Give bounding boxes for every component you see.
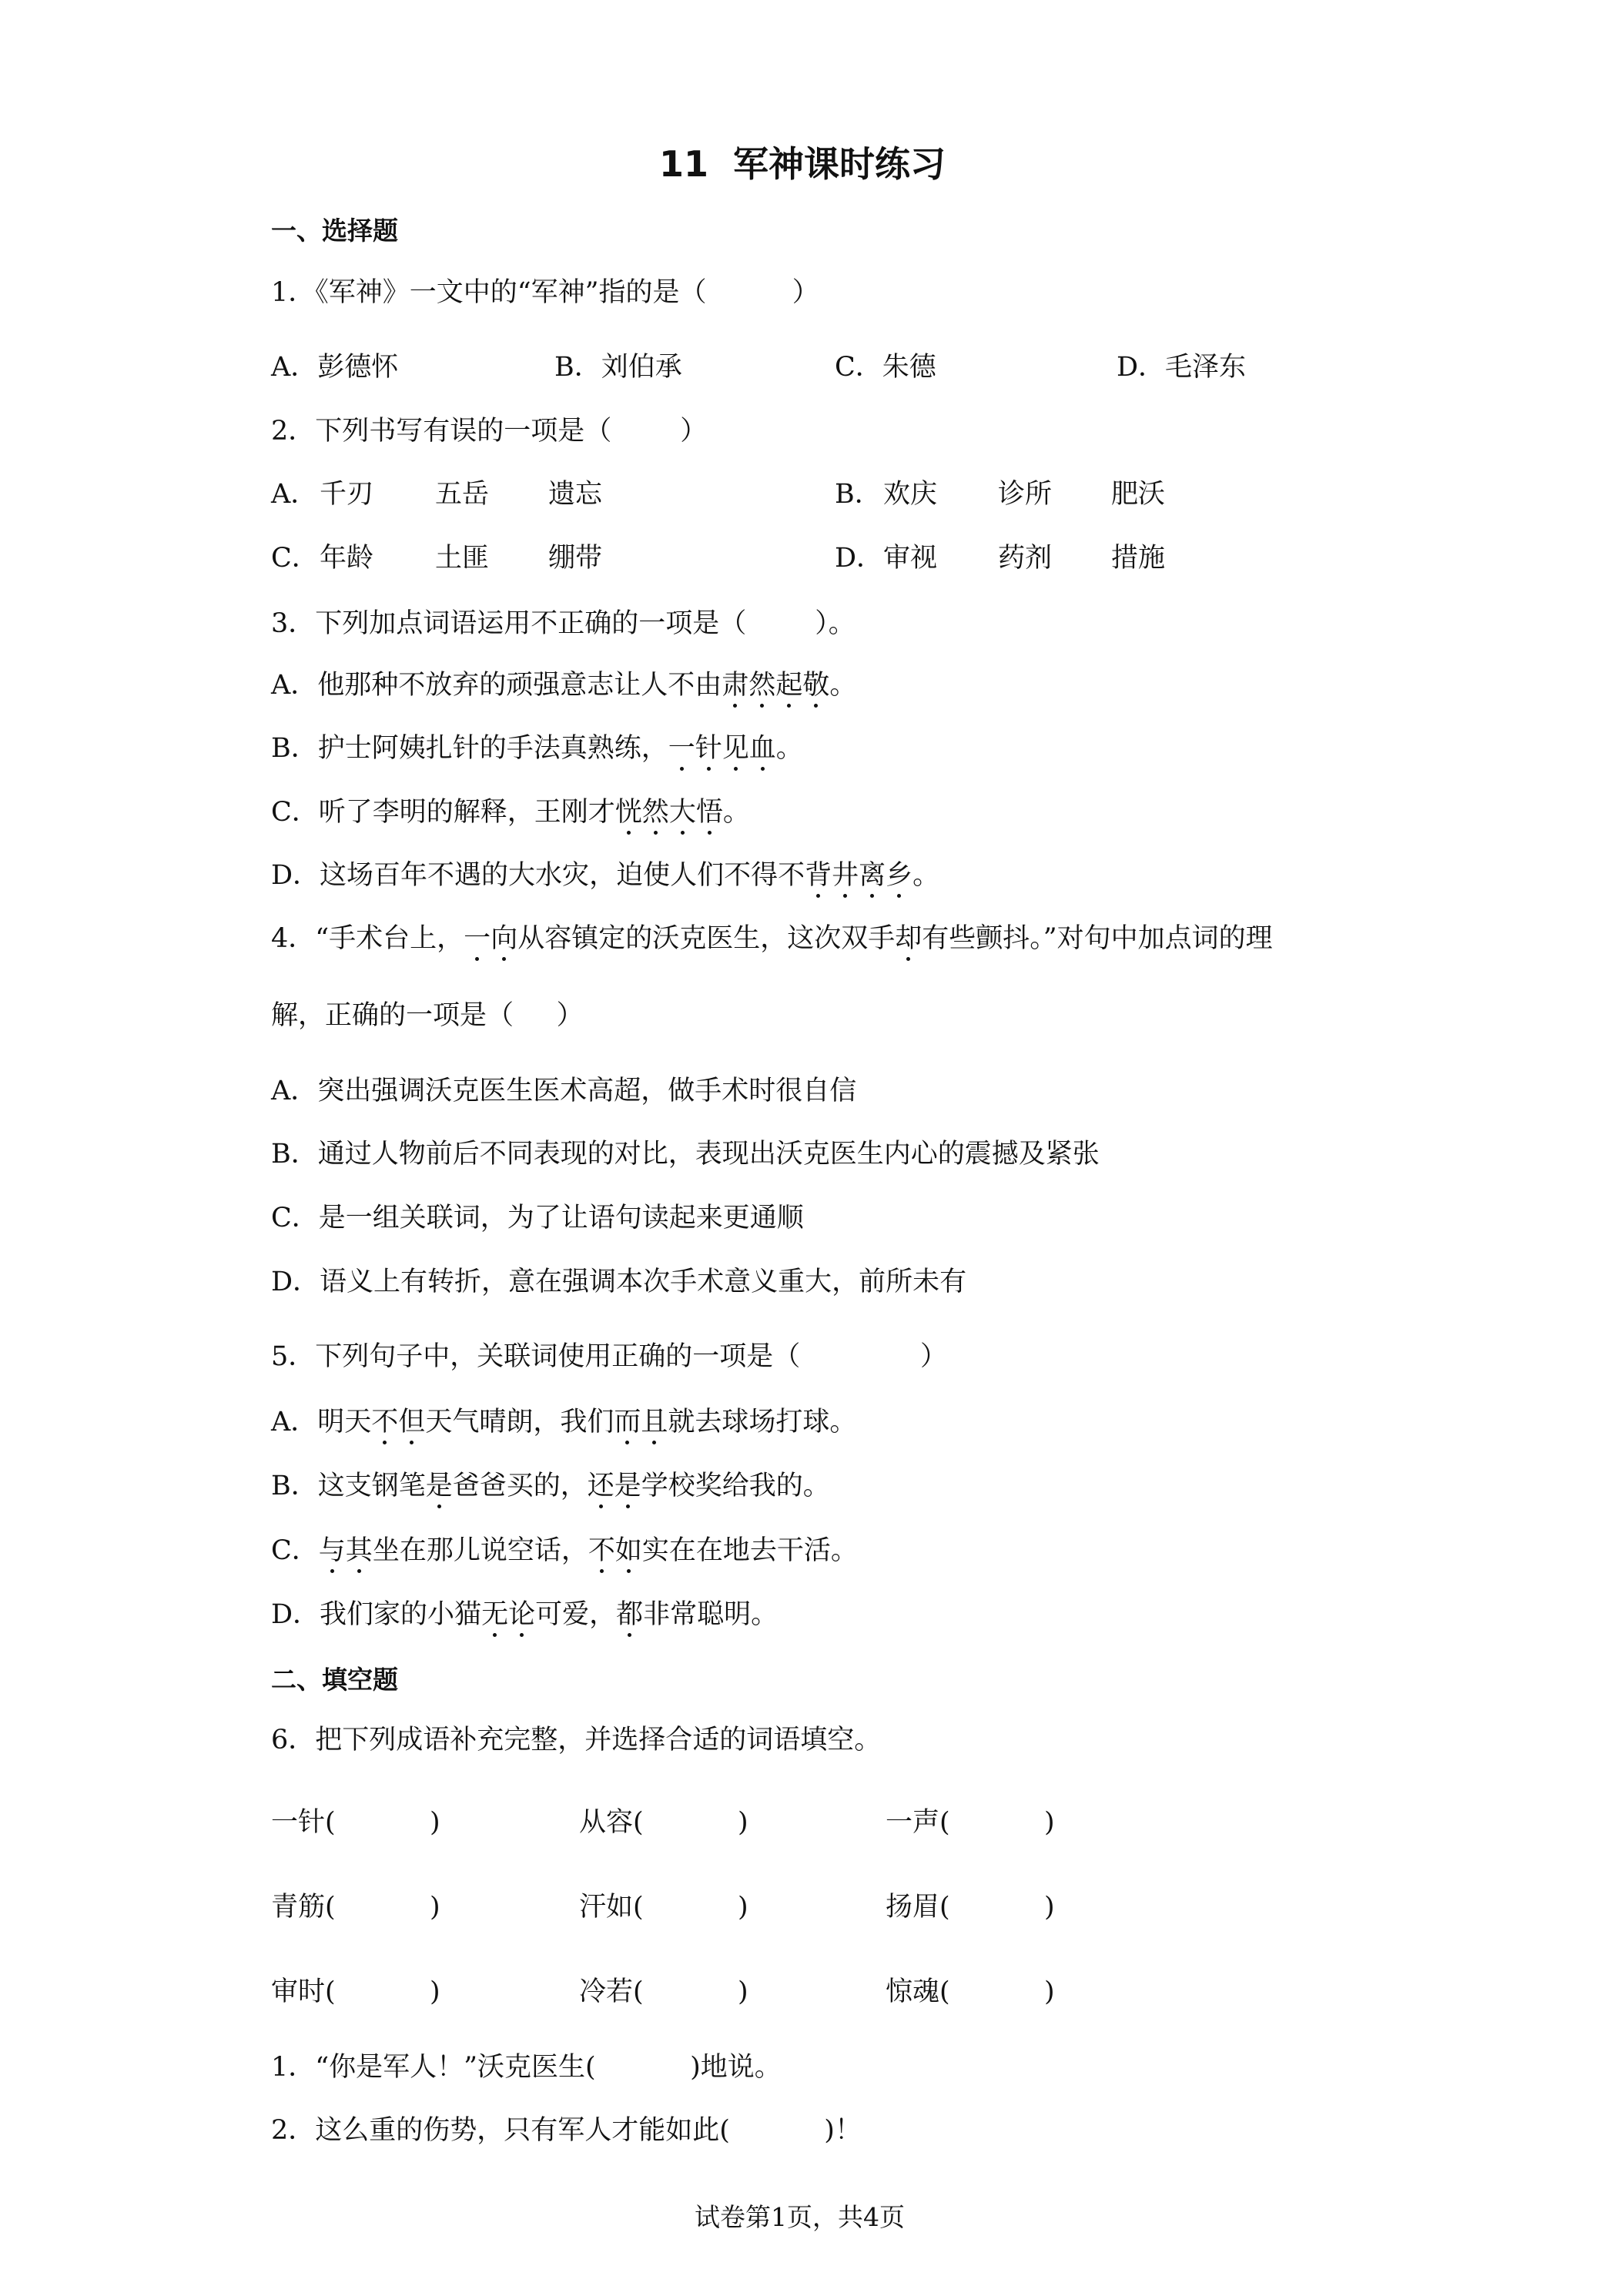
- question-5-option-d: [271, 1598, 778, 1632]
- emphasized-char: 是: [425, 1471, 453, 1501]
- emphasized-char: 乡: [886, 860, 913, 891]
- question-2-option-b-label: B．: [835, 479, 882, 510]
- fill-sentence-2: 2．这么重的伤势，只有军人才能如此( )！: [271, 2115, 862, 2146]
- question-6-stem: 6．把下列成语补充完整，并选择合适的词语填空。: [271, 1725, 882, 1755]
- emphasized-char: 见: [722, 733, 749, 764]
- option-text: 实在在地去干活。: [641, 1535, 858, 1566]
- question-4-option-d: D．语义上有转折，意在强调本次手术意义重大，前所未有: [271, 1267, 967, 1297]
- emphasized-char: 一: [668, 733, 695, 764]
- option-text: A．他那种不放弃的顽强意志让人不由: [271, 670, 722, 701]
- question-5-option-a: [271, 1405, 856, 1439]
- question-4-option-b: B．通过人物前后不同表现的对比，表现出沃克医生内心的震撼及紧张: [271, 1139, 1100, 1170]
- emphasized-char: 不: [588, 1535, 615, 1566]
- option-text: 天气晴朗，我们: [425, 1407, 614, 1438]
- question-4-stem-continued: 解，正确的一项是（ ）: [271, 1000, 584, 1031]
- option-text: B．这支钢笔: [271, 1471, 426, 1501]
- option-text: 可爱，: [535, 1599, 617, 1630]
- idiom-blank: 审时( ): [271, 1976, 440, 2007]
- emphasized-char: 且: [641, 1407, 668, 1438]
- idiom-blank: 冷若( ): [579, 1976, 748, 2007]
- option-text: D．我们家的小猫: [271, 1599, 482, 1630]
- question-5-option-c: [271, 1534, 858, 1568]
- emphasized-char: 无: [481, 1599, 509, 1630]
- question-3-option-c: [271, 795, 750, 829]
- question-2-option-c-word: 年龄: [320, 543, 374, 574]
- question-2-option-b-word: 欢庆: [883, 479, 938, 510]
- question-2-option-d-word: 措施: [1111, 543, 1166, 574]
- page-footer: 试卷第1页，共4页: [695, 2202, 905, 2232]
- question-2-option-a-word: 五岳: [435, 479, 490, 510]
- question-1-option-c: C．朱德: [835, 352, 936, 383]
- emphasized-char: 论: [508, 1599, 536, 1630]
- idiom-blank: 从容( ): [579, 1807, 748, 1838]
- emphasized-char: 与: [318, 1535, 346, 1566]
- option-text: 爸爸买的，: [452, 1471, 588, 1501]
- question-3-option-a: [271, 668, 856, 702]
- emphasized-char: 却: [895, 923, 922, 954]
- question-4-option-c: C．是一组关联词，为了让语句读起来更通顺: [271, 1203, 804, 1233]
- emphasized-char: 一: [464, 923, 491, 954]
- emphasized-char: 悟: [695, 797, 723, 828]
- emphasized-char: 还: [587, 1471, 614, 1501]
- question-1-stem: 1．《军神》一文中的“军神”指的是（ ）: [271, 277, 819, 308]
- idiom-blank: 扬眉( ): [886, 1892, 1055, 1923]
- emphasized-char: 血: [748, 733, 776, 764]
- question-2-option-b-word: 肥沃: [1111, 479, 1166, 510]
- emphasized-char: 而: [614, 1407, 641, 1438]
- question-2-option-a-word: 千刃: [320, 479, 374, 510]
- question-2-option-d-label: D．: [835, 543, 884, 574]
- emphasized-char: 不: [371, 1407, 399, 1438]
- option-text: 就去球场打球。: [668, 1407, 857, 1438]
- idiom-blank: 汗如( ): [579, 1892, 748, 1923]
- idiom-blank: 惊魂( ): [886, 1976, 1055, 2007]
- question-3-option-b: [271, 731, 803, 765]
- emphasized-char: 恍: [614, 797, 642, 828]
- section-heading-choice: 一、选择题: [271, 216, 398, 246]
- section-heading-fill-in: 二、填空题: [271, 1665, 398, 1695]
- option-text: 。: [775, 733, 803, 764]
- emphasized-char: 向: [491, 923, 518, 954]
- option-text: A．明天: [271, 1407, 372, 1438]
- idiom-blank: 青筋( ): [271, 1892, 440, 1923]
- option-text: 非常聪明。: [643, 1599, 779, 1630]
- stem-text: 从容镇定的沃克医生，这次双手: [517, 923, 896, 954]
- emphasized-char: 针: [695, 733, 722, 764]
- emphasized-char: 敬: [802, 670, 830, 701]
- question-4-option-a: A．突出强调沃克医生医术高超，做手术时很自信: [271, 1076, 857, 1106]
- option-text: 。: [829, 670, 857, 701]
- option-text: 坐在那儿说空话，: [372, 1535, 588, 1566]
- page-title: 11 军神课时练习: [659, 143, 946, 185]
- question-2-option-d-word: 审视: [883, 543, 938, 574]
- emphasized-char: 起: [775, 670, 803, 701]
- question-3-option-d: [271, 858, 939, 892]
- idiom-blank: 一针( ): [271, 1807, 440, 1838]
- emphasized-char: 都: [616, 1599, 644, 1630]
- emphasized-char: 然: [641, 797, 669, 828]
- idiom-blank: 一声( ): [886, 1807, 1055, 1838]
- stem-text: 4．“手术台上，: [271, 923, 464, 954]
- emphasized-char: 离: [859, 860, 886, 891]
- option-text: B．护士阿姨扎针的手法真熟练，: [271, 733, 668, 764]
- emphasized-char: 其: [345, 1535, 373, 1566]
- question-5-stem: 5．下列句子中，关联词使用正确的一项是（ ）: [271, 1341, 948, 1372]
- question-2-option-c-label: C．: [271, 543, 319, 574]
- question-2-option-a-label: A．: [271, 479, 318, 510]
- emphasized-char: 如: [614, 1535, 642, 1566]
- question-3-stem: 3．下列加点词语运用不正确的一项是（ ）。: [271, 608, 856, 639]
- question-5-option-b: [271, 1469, 830, 1503]
- emphasized-char: 背: [805, 860, 832, 891]
- question-2-option-d-word: 药剂: [998, 543, 1053, 574]
- question-4-stem: [271, 922, 1273, 956]
- option-text: 。: [722, 797, 750, 828]
- question-2-option-a-word: 遗忘: [548, 479, 603, 510]
- question-2-option-b-word: 诊所: [998, 479, 1053, 510]
- fill-sentence-1: 1．“你是军人！”沃克医生( )地说。: [271, 2052, 782, 2083]
- option-text: D．这场百年不遇的大水灾，迫使人们不得不: [271, 860, 805, 891]
- question-2-option-c-word: 绷带: [548, 543, 603, 574]
- question-1-option-b: B．刘伯承: [554, 352, 682, 383]
- emphasized-char: 井: [832, 860, 859, 891]
- stem-text: 有些颤抖。”对句中加点词的理: [922, 923, 1273, 954]
- question-2-option-c-word: 土匪: [435, 543, 490, 574]
- question-2-stem: 2．下列书写有误的一项是（ ）: [271, 416, 708, 447]
- emphasized-char: 但: [398, 1407, 426, 1438]
- question-1-option-a: A．彭德怀: [271, 352, 399, 383]
- emphasized-char: 然: [748, 670, 776, 701]
- option-text: 。: [912, 860, 940, 891]
- emphasized-char: 肃: [722, 670, 749, 701]
- option-text: 学校奖给我的。: [641, 1471, 830, 1501]
- option-text: C．听了李明的解释，王刚才: [271, 797, 615, 828]
- emphasized-char: 是: [614, 1471, 641, 1501]
- option-text: C．: [271, 1535, 319, 1566]
- emphasized-char: 大: [668, 797, 696, 828]
- question-1-option-d: D．毛泽东: [1117, 352, 1247, 383]
